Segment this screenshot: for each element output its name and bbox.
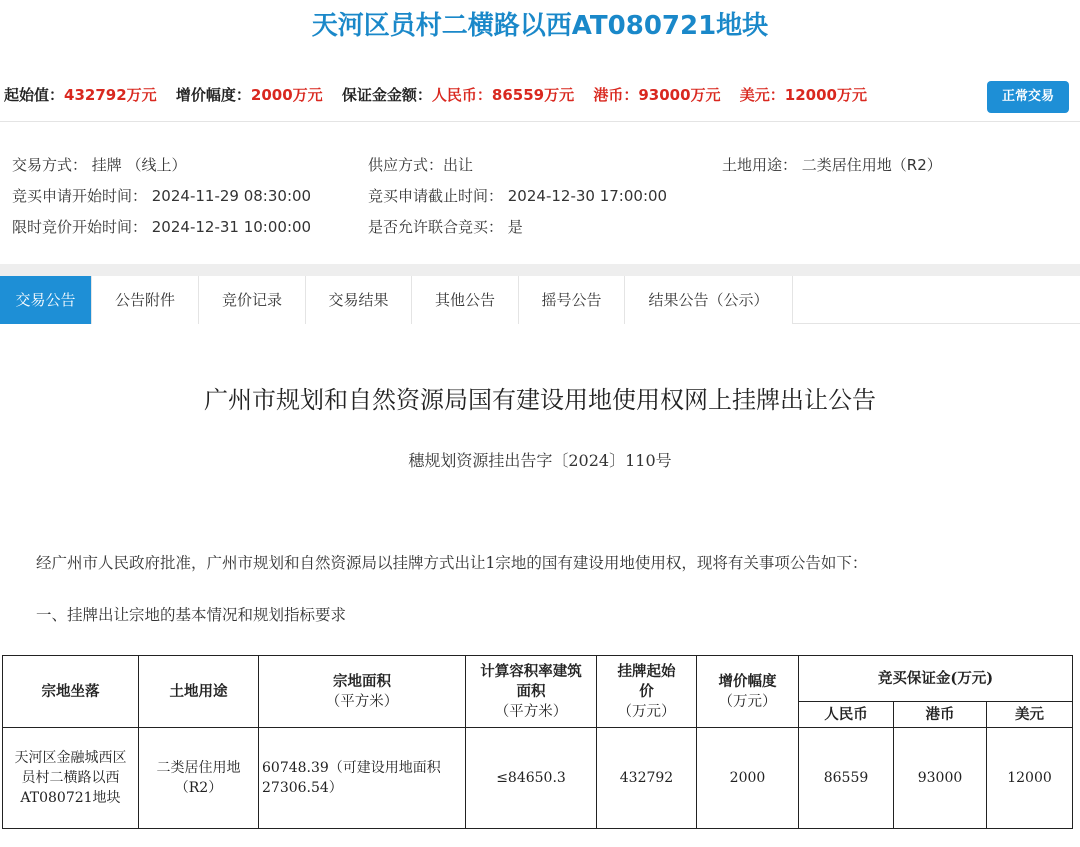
tab-trade-notice[interactable]: 交易公告 bbox=[0, 276, 92, 324]
header-start-price-line3: （万元） bbox=[617, 703, 676, 720]
cell-far-area: ≤84650.3 bbox=[466, 728, 597, 829]
trade-status-button[interactable]: 正常交易 bbox=[987, 81, 1069, 113]
tab-other-notices[interactable]: 其他公告 bbox=[412, 276, 519, 324]
header-land-use: 土地用途 bbox=[139, 656, 259, 728]
land-use-info: 土地用途： 二类居住用地（R2） bbox=[722, 156, 942, 174]
header-far-line1: 计算容积率建筑 bbox=[480, 662, 582, 680]
apply-end-time: 竞买申请截止时间： 2024-12-30 17:00:00 bbox=[368, 187, 668, 205]
joint-bid-allowed: 是否允许联合竞买： 是 bbox=[368, 218, 523, 236]
start-price-value: 432792万元 bbox=[64, 86, 157, 104]
increment-label: 增价幅度： bbox=[175, 86, 251, 104]
bid-start-time: 限时竞价开始时间： 2024-12-31 10:00:00 bbox=[12, 218, 312, 236]
cell-location bbox=[3, 728, 139, 829]
cell-area bbox=[259, 728, 466, 829]
section-separator bbox=[0, 264, 1080, 276]
usd-value: 12000万元 bbox=[784, 86, 867, 104]
tab-bid-records[interactable]: 竞价记录 bbox=[199, 276, 306, 324]
price-summary-bar bbox=[4, 84, 881, 106]
notice-intro: 经广州市人民政府批准，广州市规划和自然资源局以挂牌方式出让1宗地的国有建设用地使用权，现将有关事项公告如下： bbox=[36, 554, 868, 572]
cell-increment: 2000 bbox=[697, 728, 799, 829]
hkd-label: 港币： bbox=[593, 86, 639, 104]
trade-info-grid bbox=[0, 150, 1080, 250]
header-area-line1: 宗地面积 bbox=[333, 672, 391, 690]
cell-area-line1: 60748.39（可建设用地面积 bbox=[262, 760, 441, 777]
land-parcel-table bbox=[2, 655, 1073, 829]
cell-location-line3: AT080721地块 bbox=[20, 790, 121, 807]
cell-start-price: 432792 bbox=[597, 728, 697, 829]
header-area bbox=[259, 656, 466, 728]
rmb-label: 人民币： bbox=[431, 86, 492, 104]
cell-land-use-line2: （R2） bbox=[174, 780, 223, 797]
tab-result-announcement[interactable]: 结果公告（公示） bbox=[625, 276, 793, 324]
header-increment-line1: 增价幅度 bbox=[718, 672, 777, 690]
cell-deposit-rmb: 86559 bbox=[799, 728, 894, 829]
section-heading: 一、挂牌出让宗地的基本情况和规划指标要求 bbox=[36, 606, 347, 624]
cell-deposit-hkd: 93000 bbox=[894, 728, 987, 829]
header-far-area bbox=[466, 656, 597, 728]
cell-location-line1: 天河区金融城西区 bbox=[14, 750, 127, 767]
start-price-label: 起始值： bbox=[4, 86, 65, 104]
header-start-price bbox=[597, 656, 697, 728]
page-title: 天河区员村二横路以西AT080721地块 bbox=[311, 11, 769, 41]
table-header-row bbox=[3, 656, 1073, 702]
cell-area-line2: 27306.54） bbox=[262, 780, 343, 797]
tab-lottery-notice[interactable]: 摇号公告 bbox=[519, 276, 625, 324]
header-increment-line2: （万元） bbox=[718, 693, 777, 710]
table-row bbox=[3, 728, 1073, 829]
header-start-price-line2: 价 bbox=[639, 682, 654, 700]
notice-number: 穗规划资源挂出告字〔2024〕110号 bbox=[408, 451, 672, 470]
deposit-label: 保证金金额： bbox=[341, 86, 432, 104]
cell-location-line2: 员村二横路以西 bbox=[21, 770, 120, 787]
trade-mode: 交易方式： 挂牌 （线上） bbox=[12, 156, 187, 174]
supply-mode: 供应方式：出让 bbox=[368, 156, 474, 174]
increment-value: 2000万元 bbox=[250, 86, 323, 104]
tab-trade-results[interactable]: 交易结果 bbox=[306, 276, 412, 324]
rmb-value: 86559万元 bbox=[491, 86, 575, 104]
header-far-line3: （平方米） bbox=[494, 703, 568, 720]
usd-label: 美元： bbox=[739, 86, 785, 104]
notice-title: 广州市规划和自然资源局国有建设用地使用权网上挂牌出让公告 bbox=[204, 386, 876, 414]
notice-tabs bbox=[0, 276, 1080, 324]
cell-deposit-usd: 12000 bbox=[987, 728, 1073, 829]
header-increment bbox=[697, 656, 799, 728]
header-deposit: 竞买保证金(万元) bbox=[799, 656, 1073, 702]
header-location: 宗地坐落 bbox=[3, 656, 139, 728]
header-far-line2: 面积 bbox=[516, 682, 546, 700]
header-usd: 美元 bbox=[987, 702, 1073, 728]
tab-notice-attachments[interactable]: 公告附件 bbox=[92, 276, 199, 324]
cell-land-use-line1: 二类居住用地 bbox=[156, 760, 241, 777]
header-start-price-line1: 挂牌起始 bbox=[617, 662, 676, 680]
hkd-value: 93000万元 bbox=[638, 86, 721, 104]
header-area-line2: （平方米） bbox=[325, 693, 399, 710]
header-hkd: 港币 bbox=[894, 702, 987, 728]
header-rmb: 人民币 bbox=[799, 702, 894, 728]
apply-start-time: 竞买申请开始时间： 2024-11-29 08:30:00 bbox=[12, 187, 312, 205]
cell-land-use bbox=[139, 728, 259, 829]
header-divider bbox=[0, 121, 1080, 122]
